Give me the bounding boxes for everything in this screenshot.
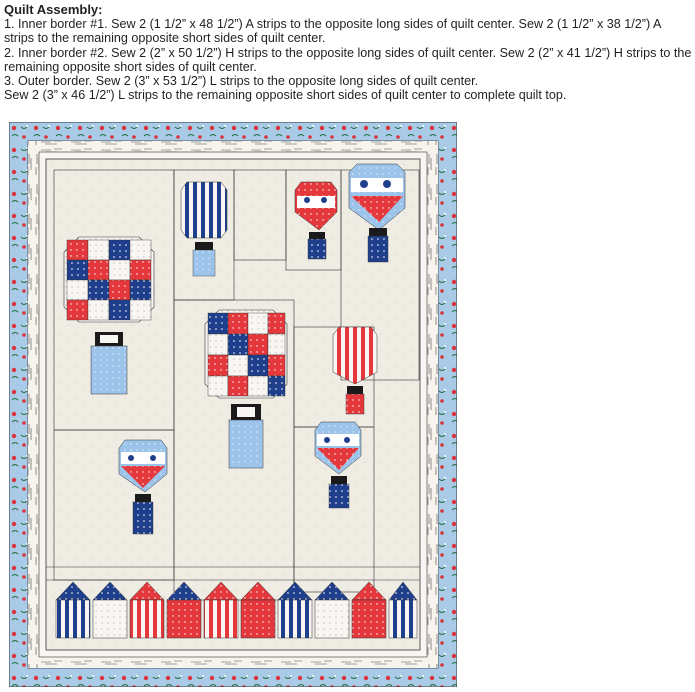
quilt-diagram bbox=[9, 122, 457, 687]
step-1: 1. Inner border #1. Sew 2 (1 1/2” x 48 1/2”) A strips to the opposite long sides of quilt center. Sew 2 (1 1/2” x 38 1/2”) A strips to the remaining opposite short sides of quilt center. bbox=[4, 17, 661, 46]
quilt-illustration bbox=[9, 122, 457, 687]
step-2: 2. Inner border #2. Sew 2 (2” x 50 1/2”) H strips to the opposite long sides of quilt center. Sew 2 (2” x 41 1/2”) H strips to the remaining opposite short sides of quilt center. bbox=[4, 45, 692, 74]
quilt-assembly-instructions bbox=[4, 3, 692, 102]
step-3-continued: Sew 2 (3” x 46 1/2”) L strips to the remaining opposite short sides of quilt center to complete quilt top. bbox=[4, 88, 567, 103]
step-3: 3. Outer border. Sew 2 (3” x 53 1/2”) L strips to the opposite long sides of quilt center. bbox=[4, 74, 479, 89]
section-heading: Quilt Assembly: bbox=[4, 2, 103, 17]
